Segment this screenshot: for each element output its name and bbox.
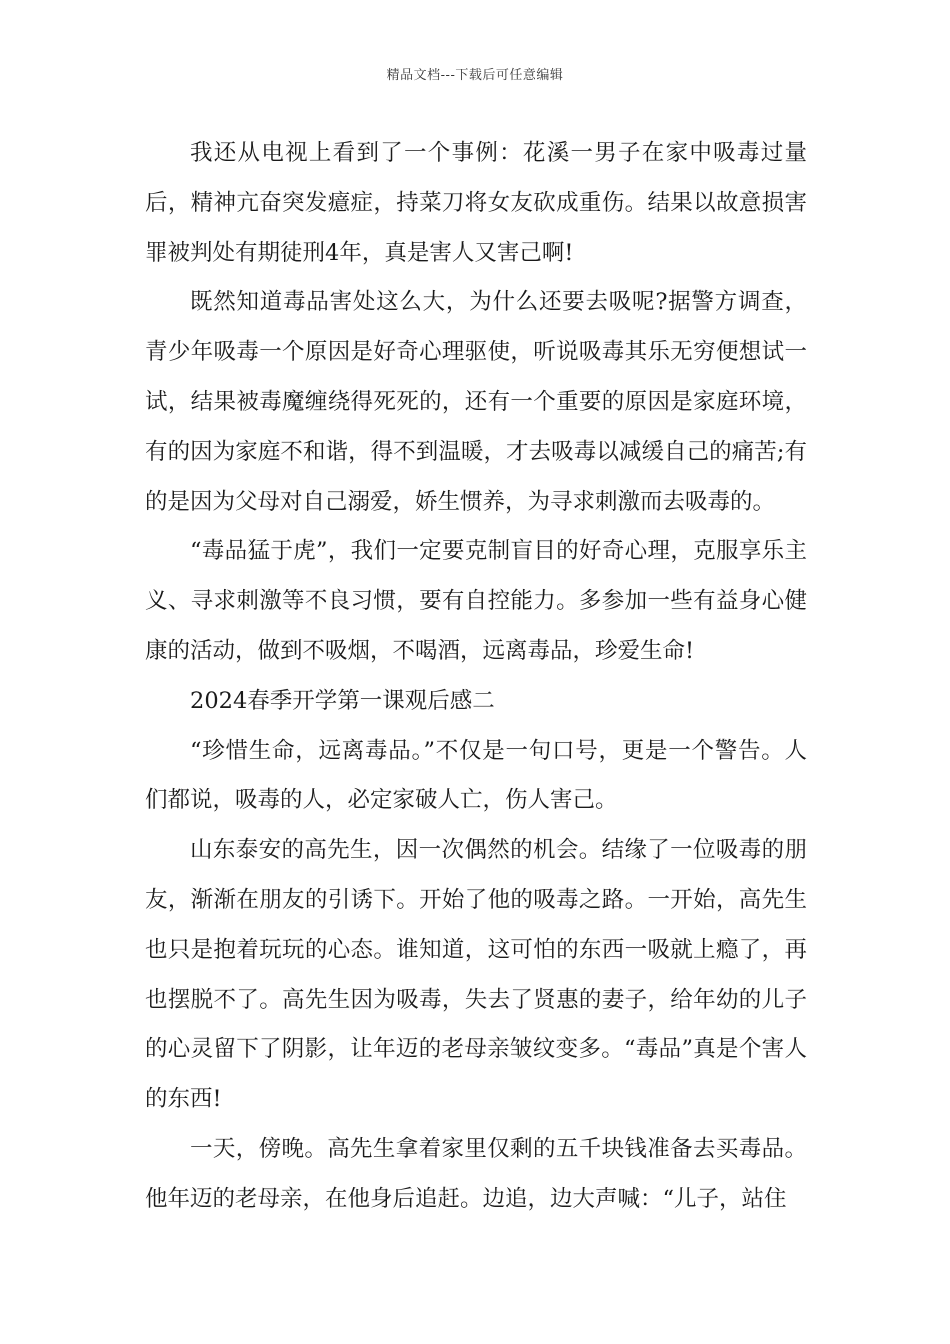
paragraph: “珍惜生命，远离毒品。”不仅是一句口号，更是一个警告。人们都说，吸毒的人，必定家破人亡，伤人害己。	[145, 737, 807, 814]
paragraph: 山东泰安的高先生，因一次偶然的机会。结缘了一位吸毒的朋友，渐渐在朋友的引诱下。开始了他的吸毒之路。一开始，高先生也只是抱着玩玩的心态。谁知道，这可怕的东西一吸就上瘾了，再也摆脱不了。高先生因为吸毒，失去了贤惠的妻子，给年幼的儿子的心灵留下了阴影，让年迈的老母亲皱纹变多。“毒品”真是个害人的东西!	[145, 837, 807, 1113]
section-title: 2024春季开学第一课观后感二	[190, 687, 495, 714]
paragraph: 既然知道毒品害处这么大，为什么还要去吸呢?据警方调查，青少年吸毒一个原因是好奇心理驱使，听说吸毒其乐无穷便想试一试，结果被毒魔缠绕得死死的，还有一个重要的原因是家庭环境，有的因为家庭不和谐，得不到温暖，才去吸毒以减缓自己的痛苦;有的是因为父母对自己溺爱，娇生惯养，为寻求刺激而去吸毒的。	[145, 289, 807, 515]
paragraph: 我还从电视上看到了一个事例：花溪一男子在家中吸毒过量后，精神亢奋突发癔症，持菜刀将女友砍成重伤。结果以故意损害罪被判处有期徒刑4年，真是害人又害己啊!	[145, 140, 807, 266]
document-body	[145, 129, 807, 1225]
page-header: 精品文档---下载后可任意编辑	[386, 68, 564, 83]
paragraph: 一天，傍晚。高先生拿着家里仅剩的五千块钱准备去买毒品。他年迈的老母亲，在他身后追赶。边追，边大声喊：“儿子，站住	[145, 1135, 807, 1212]
paragraph: “毒品猛于虎”，我们一定要克制盲目的好奇心理，克服享乐主义、寻求刺激等不良习惯，要有自控能力。多参加一些有益身心健康的活动，做到不吸烟，不喝酒，远离毒品，珍爱生命!	[145, 538, 807, 664]
